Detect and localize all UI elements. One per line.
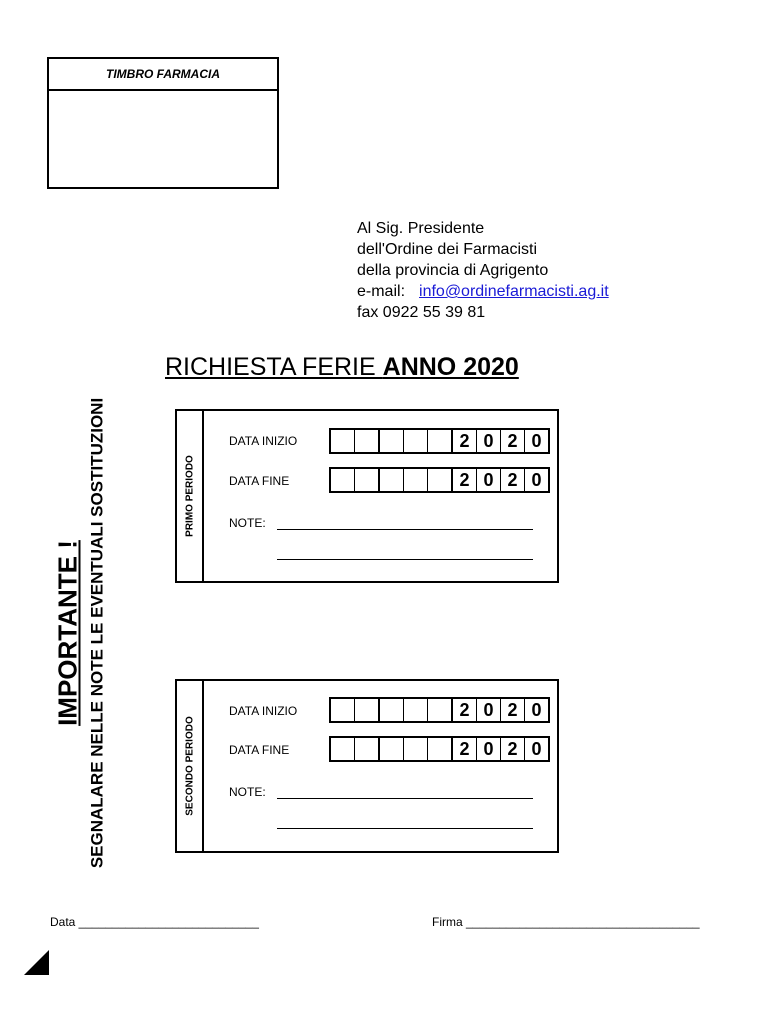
year-digit-cell: 0: [531, 700, 542, 720]
recipient-line-2: dell'Ordine dei Farmacisti: [357, 241, 538, 258]
period-label: SECONDO PERIODO: [184, 716, 195, 816]
notes-label: NOTE:: [229, 785, 266, 799]
month-cell[interactable]: [380, 469, 404, 491]
signature-field[interactable]: Firma ___________________________________: [432, 915, 700, 929]
year-digit-cell: 2: [453, 738, 477, 760]
month-cell[interactable]: [404, 738, 428, 760]
end-date-label: DATA FINE: [229, 743, 290, 757]
side-note: [52, 397, 107, 869]
recipient-line-3: della provincia di Agrigento: [357, 262, 549, 279]
pharmacy-stamp-box: [47, 57, 279, 189]
notes-line[interactable]: [277, 559, 533, 560]
day-cell[interactable]: [331, 469, 355, 491]
end-date-grid[interactable]: [329, 467, 550, 493]
recipient-fax: fax 0922 55 39 81: [357, 304, 486, 321]
important-text: SEGNALARE NELLE NOTE LE EVENTUALI SOSTITUZIONI: [87, 397, 107, 869]
year-digit-cell: 0: [477, 430, 501, 452]
period-box-first: [175, 409, 559, 583]
year-digit-cell: 2: [501, 469, 525, 491]
year-digit-cell: 0: [531, 431, 542, 451]
page-title: [165, 350, 519, 384]
date-field[interactable]: Data ___________________________: [50, 915, 259, 929]
year-digit-cell: 0: [531, 739, 542, 759]
year-digit-cell: 2: [501, 738, 525, 760]
day-cell[interactable]: [355, 469, 380, 491]
corner-triangle-icon: [24, 950, 49, 975]
year-digit-cell: 2: [501, 699, 525, 721]
period-box-second: [175, 679, 559, 853]
start-date-grid[interactable]: [329, 428, 550, 454]
stamp-title: TIMBRO FARMACIA: [49, 59, 277, 91]
month-cell[interactable]: [380, 699, 404, 721]
year-digit-cell: 0: [477, 469, 501, 491]
year-digit-cell: 2: [453, 469, 477, 491]
year-digit-cell: 2: [501, 430, 525, 452]
day-cell[interactable]: [331, 738, 355, 760]
year-digit-cell: 0: [531, 470, 542, 490]
year-digit-cell: 0: [477, 738, 501, 760]
day-cell[interactable]: [355, 738, 380, 760]
start-date-label: DATA INIZIO: [229, 434, 298, 448]
day-cell[interactable]: [355, 699, 380, 721]
month-cell[interactable]: [428, 469, 453, 491]
month-cell[interactable]: [404, 430, 428, 452]
recipient-email-row: [357, 281, 609, 302]
title-year: ANNO 2020: [382, 353, 519, 381]
email-link[interactable]: info@ordinefarmacisti.ag.it: [419, 283, 609, 300]
start-date-grid[interactable]: [329, 697, 550, 723]
end-date-grid[interactable]: [329, 736, 550, 762]
end-date-label: DATA FINE: [229, 474, 290, 488]
start-date-label: DATA INIZIO: [229, 704, 298, 718]
important-heading: IMPORTANTE !: [52, 540, 83, 726]
recipient-line-1: Al Sig. Presidente: [357, 220, 485, 237]
day-cell[interactable]: [331, 699, 355, 721]
month-cell[interactable]: [428, 430, 453, 452]
email-label: e-mail:: [357, 283, 406, 300]
notes-label: NOTE:: [229, 516, 266, 530]
year-digit-cell: 2: [453, 699, 477, 721]
month-cell[interactable]: [428, 738, 453, 760]
notes-line[interactable]: [277, 529, 533, 530]
month-cell[interactable]: [404, 699, 428, 721]
period-label: PRIMO PERIODO: [184, 455, 195, 537]
year-digit-cell: 2: [453, 430, 477, 452]
year-digit-cell: 0: [477, 699, 501, 721]
recipient-address: [357, 218, 609, 323]
month-cell[interactable]: [380, 738, 404, 760]
day-cell[interactable]: [355, 430, 380, 452]
month-cell[interactable]: [380, 430, 404, 452]
notes-line[interactable]: [277, 828, 533, 829]
day-cell[interactable]: [331, 430, 355, 452]
notes-line[interactable]: [277, 798, 533, 799]
period-label-column: [177, 681, 204, 851]
period-label-column: [177, 411, 204, 581]
month-cell[interactable]: [404, 469, 428, 491]
title-prefix: RICHIESTA FERIE: [165, 353, 383, 381]
month-cell[interactable]: [428, 699, 453, 721]
